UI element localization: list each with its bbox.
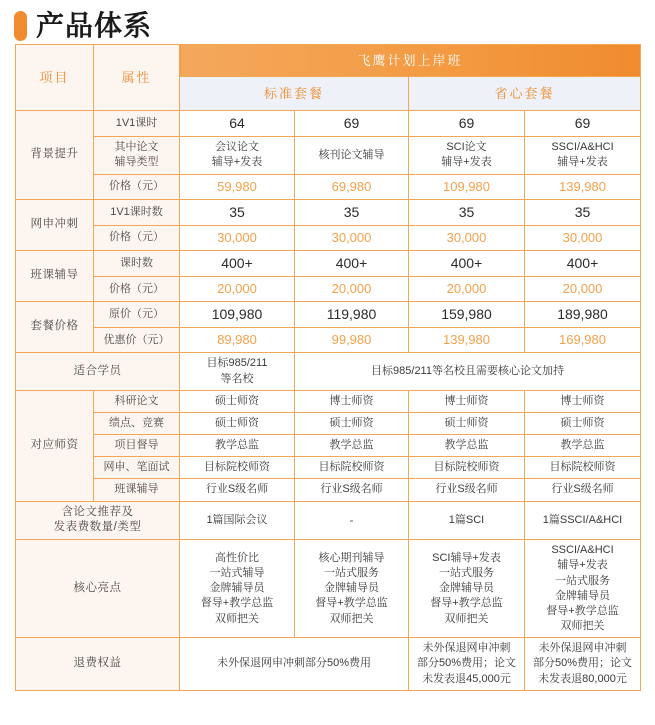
cell-line: 博士师资	[560, 394, 605, 407]
cell-line: 1篇国际会议	[206, 513, 268, 526]
student-fit-label	[16, 353, 180, 390]
value-cell	[180, 250, 295, 276]
cell-line: 一站式服务	[555, 574, 610, 587]
cell-line: 辅导+发表	[557, 559, 608, 572]
value-cell	[409, 111, 525, 137]
cell-line: -	[349, 513, 354, 528]
faculty-value-cell	[180, 412, 295, 434]
cell-line: 背景提升	[30, 147, 79, 160]
cell-line: 价格（元）	[109, 282, 164, 295]
spec-row	[16, 111, 641, 137]
faculty-attribute-label	[94, 435, 180, 457]
cell-line: 督导+教学总监	[546, 604, 619, 617]
cell-line: 高性价比	[215, 551, 259, 564]
highlights-value	[295, 540, 409, 638]
cell-line: 89,980	[217, 332, 257, 348]
refund-label	[16, 638, 180, 691]
header-item	[16, 45, 94, 111]
refund-standard	[180, 638, 409, 691]
header-package-1	[180, 77, 409, 111]
cell-line: 督导+教学总监	[200, 597, 274, 610]
spec-row	[16, 225, 641, 250]
refund-value	[409, 638, 525, 691]
cell-line: 未外保退网申冲刺	[422, 642, 511, 655]
cell-line: 金牌辅导员	[324, 582, 379, 595]
cell-line: 400+	[450, 254, 483, 271]
value-cell	[525, 199, 641, 225]
faculty-attribute-label	[94, 479, 180, 501]
cell-line: 20,000	[331, 281, 372, 297]
cell-line: 20,000	[446, 281, 487, 297]
cell-line: 其中论文	[114, 141, 159, 154]
spec-row	[16, 328, 641, 353]
cell-line: 189,980	[557, 306, 608, 323]
cell-line: 未发表退80,000元	[538, 672, 627, 685]
student-fit-row	[16, 353, 641, 390]
value-cell	[525, 111, 641, 137]
cell-line: 项目	[39, 69, 70, 85]
cell-line: 属性	[121, 69, 152, 85]
paper-support-value	[295, 501, 409, 540]
page-title	[0, 0, 655, 44]
group-label-3	[16, 250, 94, 301]
cell-line: 目标985/211等名校且需要核心论文加持	[371, 364, 564, 377]
cell-line: 一站式服务	[439, 567, 494, 580]
faculty-value-cell	[525, 479, 641, 501]
cell-line: 含论文推荐及	[61, 505, 134, 518]
cell-line: 59,980	[217, 178, 257, 194]
refund-row	[16, 638, 641, 691]
cell-line: 一站式服务	[324, 567, 379, 580]
cell-line: SSCI/A&HCI	[551, 141, 614, 154]
cell-line: SCI辅导+发表	[432, 551, 501, 564]
cell-line: SSCI/A&HCI	[551, 544, 614, 557]
header-attribute	[94, 45, 180, 111]
cell-line: 1篇SCI	[448, 513, 485, 526]
faculty-value-cell	[180, 457, 295, 479]
group-label-2	[16, 199, 94, 250]
value-cell	[409, 174, 525, 199]
faculty-row	[16, 479, 641, 501]
highlights-label	[16, 540, 180, 638]
value-cell	[180, 328, 295, 353]
paper-support-value	[409, 501, 525, 540]
value-cell	[525, 328, 641, 353]
cell-line: 硕士师资	[215, 416, 259, 429]
cell-line: 139,980	[443, 332, 490, 348]
cell-line: 等名校	[220, 372, 254, 385]
faculty-value-cell	[180, 390, 295, 412]
faculty-group-label	[16, 390, 94, 501]
value-cell	[409, 302, 525, 328]
cell-line: 硕士师资	[444, 416, 489, 429]
value-cell	[525, 174, 641, 199]
cell-line: 标准套餐	[263, 85, 324, 101]
value-cell	[295, 225, 409, 250]
cell-line: 博士师资	[444, 394, 489, 407]
cell-line: 139,980	[559, 178, 606, 194]
cell-line: 套餐价格	[30, 320, 79, 333]
value-cell	[180, 174, 295, 199]
cell-line: 119,980	[326, 306, 377, 323]
value-cell	[409, 225, 525, 250]
highlights-row	[16, 540, 641, 638]
attribute-label	[94, 199, 180, 225]
group-label-1	[16, 111, 94, 200]
cell-line: 价格（元）	[109, 180, 164, 193]
value-cell	[180, 111, 295, 137]
value-cell	[409, 277, 525, 302]
cell-line: 硕士师资	[329, 416, 374, 429]
cell-line: 400+	[566, 254, 599, 271]
cell-line: 400+	[221, 254, 253, 271]
spec-row	[16, 199, 641, 225]
faculty-row	[16, 435, 641, 457]
highlights-value	[525, 540, 641, 638]
cell-line: 20,000	[217, 281, 257, 297]
highlights-value	[180, 540, 295, 638]
cell-line: 目标985/211	[206, 357, 268, 370]
faculty-value-cell	[180, 479, 295, 501]
attribute-label	[94, 137, 180, 174]
cell-line: 30,000	[446, 229, 487, 245]
cell-line: 金牌辅导员	[209, 582, 265, 595]
cell-line: 原价（元）	[109, 308, 164, 321]
cell-line: 目标院校师资	[318, 461, 385, 474]
cell-line: 1V1课时	[115, 117, 158, 130]
cell-line: 博士师资	[329, 394, 374, 407]
cell-line: 优惠价（元）	[103, 333, 170, 346]
value-cell	[525, 250, 641, 276]
cell-line: 行业S级名师	[205, 483, 269, 496]
value-cell	[525, 277, 641, 302]
faculty-attribute-label	[94, 412, 180, 434]
cell-line: 109,980	[211, 306, 263, 323]
cell-line: 1篇SSCI/A&HCI	[542, 513, 623, 526]
cell-line: 双师把关	[560, 620, 605, 633]
value-cell	[295, 250, 409, 276]
cell-line: 核心亮点	[73, 581, 122, 594]
attribute-label	[94, 302, 180, 328]
value-cell	[525, 302, 641, 328]
attribute-label	[94, 111, 180, 137]
value-cell	[295, 174, 409, 199]
attribute-label	[94, 174, 180, 199]
faculty-value-cell	[295, 479, 409, 501]
value-cell	[180, 199, 295, 225]
faculty-value-cell	[409, 390, 525, 412]
cell-line: SCI论文	[446, 141, 487, 154]
cell-line: 硕士师资	[560, 416, 605, 429]
cell-line: 99,980	[331, 332, 372, 348]
spec-row	[16, 174, 641, 199]
refund-value	[525, 638, 641, 691]
cell-line: 班课辅导	[30, 269, 79, 282]
cell-line: 30,000	[217, 229, 257, 245]
spec-row	[16, 302, 641, 328]
value-cell	[409, 199, 525, 225]
faculty-value-cell	[525, 457, 641, 479]
value-cell	[525, 225, 641, 250]
cell-line: 督导+教学总监	[315, 597, 388, 610]
cell-line: 教学总监	[444, 439, 489, 452]
cell-line: 行业S级名师	[551, 483, 614, 496]
faculty-value-cell	[295, 412, 409, 434]
cell-line: 行业S级名师	[435, 483, 498, 496]
cell-line: 核刊论文辅导	[318, 148, 385, 161]
cell-line: 金牌辅导员	[555, 589, 610, 602]
cell-line: 辅导+发表	[211, 156, 263, 169]
value-cell	[409, 328, 525, 353]
cell-line: 科研论文	[114, 394, 159, 407]
faculty-attribute-label	[94, 457, 180, 479]
cell-line: 项目督导	[114, 439, 159, 452]
cell-line: 教学总监	[329, 439, 374, 452]
faculty-row	[16, 390, 641, 412]
value-cell	[409, 250, 525, 276]
cell-line: 159,980	[441, 306, 492, 323]
cell-line: 金牌辅导员	[439, 582, 494, 595]
value-cell	[295, 277, 409, 302]
student-fit-rest	[295, 353, 641, 390]
page-title-text: 产品体系	[36, 10, 153, 41]
cell-line: 35	[458, 203, 475, 220]
faculty-row	[16, 412, 641, 434]
faculty-value-cell	[295, 457, 409, 479]
cell-line: 部分50%费用；论文	[416, 657, 516, 670]
paper-support-row	[16, 501, 641, 540]
attribute-label	[94, 225, 180, 250]
faculty-attribute-label	[94, 390, 180, 412]
cell-line: 35	[229, 203, 245, 220]
attribute-label	[94, 328, 180, 353]
cell-line: 69,980	[331, 178, 372, 194]
paper-support-value	[525, 501, 641, 540]
header-package-2	[409, 77, 641, 111]
cell-line: 发表费数量/类型	[53, 521, 142, 534]
faculty-value-cell	[525, 390, 641, 412]
product-comparison-table	[15, 44, 641, 691]
cell-line: 30,000	[331, 229, 372, 245]
cell-line: 目标院校师资	[433, 461, 500, 474]
cell-line: 1V1课时数	[110, 205, 163, 218]
cell-line: 核心期刊辅导	[318, 551, 385, 564]
student-fit-standard	[180, 353, 295, 390]
cell-line: 督导+教学总监	[430, 597, 503, 610]
faculty-value-cell	[180, 435, 295, 457]
spec-row	[16, 137, 641, 174]
spec-row	[16, 250, 641, 276]
header-brand-name	[180, 45, 641, 77]
faculty-value-cell	[295, 390, 409, 412]
cell-line: 69	[574, 115, 591, 131]
value-cell	[295, 328, 409, 353]
comparison-table-wrap	[0, 44, 655, 691]
cell-line: 省心套餐	[494, 85, 555, 101]
cell-line: 20,000	[562, 281, 603, 297]
cell-line: 双师把关	[215, 612, 259, 625]
cell-line: 一站式辅导	[209, 567, 265, 580]
value-cell	[295, 137, 409, 174]
group-label-4	[16, 302, 94, 353]
cell-line: 部分50%费用；论文	[533, 657, 633, 670]
paper-support-value	[180, 501, 295, 540]
faculty-value-cell	[525, 435, 641, 457]
value-cell	[180, 302, 295, 328]
cell-line: 109,980	[443, 178, 490, 194]
cell-line: 行业S级名师	[320, 483, 383, 496]
value-cell	[295, 302, 409, 328]
cell-line: 双师把关	[444, 612, 489, 625]
value-cell	[525, 137, 641, 174]
cell-line: 教学总监	[215, 439, 259, 452]
cell-line: 辅导+发表	[557, 156, 608, 169]
cell-line: 硕士师资	[215, 394, 259, 407]
spec-row	[16, 277, 641, 302]
cell-line: 退费权益	[73, 657, 122, 670]
cell-line: 35	[343, 203, 360, 220]
faculty-value-cell	[409, 435, 525, 457]
cell-line: 35	[574, 203, 591, 220]
cell-line: 未外保退网申冲刺	[538, 642, 627, 655]
cell-line: 飞鹰计划上岸班	[357, 52, 463, 68]
faculty-value-cell	[409, 412, 525, 434]
value-cell	[295, 111, 409, 137]
cell-line: 400+	[335, 254, 368, 271]
cell-line: 班课辅导	[114, 483, 159, 496]
faculty-value-cell	[409, 479, 525, 501]
cell-line: 未外保退网申冲刺部分50%费用	[216, 657, 371, 670]
value-cell	[180, 137, 295, 174]
cell-line: 未发表退45,000元	[422, 672, 511, 685]
faculty-value-cell	[295, 435, 409, 457]
cell-line: 目标院校师资	[549, 461, 616, 474]
cell-line: 双师把关	[329, 612, 374, 625]
cell-line: 适合学员	[73, 364, 122, 377]
faculty-value-cell	[525, 412, 641, 434]
cell-line: 对应师资	[30, 438, 79, 451]
cell-line: 69	[343, 115, 360, 131]
value-cell	[409, 137, 525, 174]
faculty-value-cell	[409, 457, 525, 479]
cell-line: 目标院校师资	[204, 461, 270, 474]
value-cell	[180, 277, 295, 302]
cell-line: 教学总监	[560, 439, 605, 452]
cell-line: 169,980	[559, 332, 606, 348]
paper-support-label	[16, 501, 180, 540]
attribute-label	[94, 277, 180, 302]
value-cell	[295, 199, 409, 225]
cell-line: 网申、笔面试	[103, 461, 170, 474]
table-header-row-brand	[16, 45, 641, 77]
cell-line: 网申冲刺	[30, 217, 79, 230]
faculty-row	[16, 457, 641, 479]
cell-line: 价格（元）	[109, 231, 164, 244]
attribute-label	[94, 250, 180, 276]
cell-line: 会议论文	[215, 141, 259, 154]
cell-line: 辅导类型	[114, 156, 159, 169]
title-bullet-icon	[14, 11, 27, 41]
highlights-value	[409, 540, 525, 638]
value-cell	[180, 225, 295, 250]
cell-line: 30,000	[562, 229, 603, 245]
cell-line: 课时数	[120, 256, 153, 269]
cell-line: 69	[458, 115, 475, 131]
cell-line: 64	[229, 115, 245, 131]
cell-line: 绩点、竞赛	[109, 416, 164, 429]
cell-line: 辅导+发表	[441, 156, 492, 169]
